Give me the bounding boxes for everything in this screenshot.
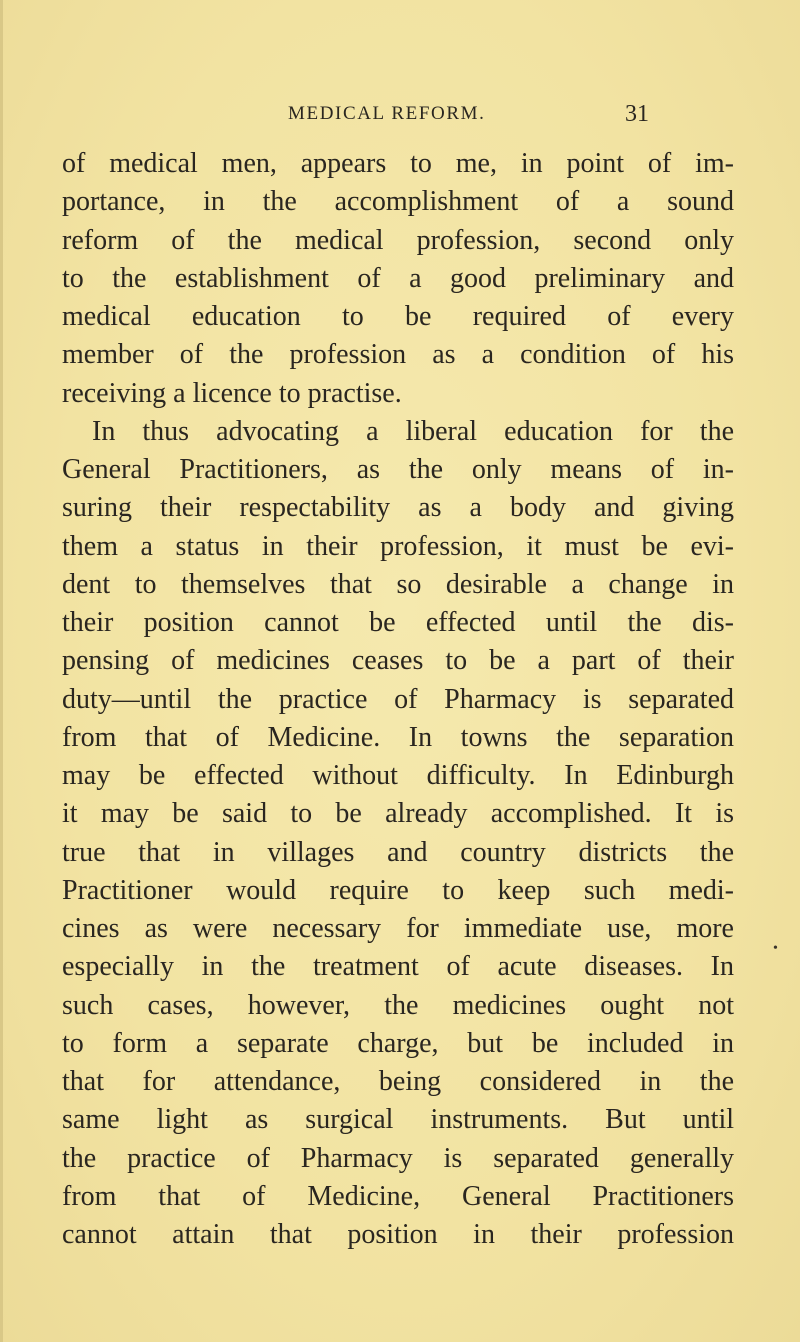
text-line: them a status in their profession, it must be evi- (62, 530, 734, 562)
paragraph-start-line: In thus advocating a liberal education for the (92, 415, 734, 447)
text-line: especially in the treatment of acute diseases. In (62, 951, 734, 983)
text-line: dent to themselves that so desirable a change in (62, 568, 734, 600)
text-line: medical education to be required of every (62, 301, 734, 332)
text-line: from that of Medicine. In towns the separation (62, 721, 734, 753)
text-line: duty—until the practice of Pharmacy is separated (62, 683, 734, 715)
text-line: portance, in the accomplishment of a sound (62, 186, 734, 218)
text-line: it may be said to be already accomplished. It is (62, 798, 734, 830)
text-line: Practitioner would require to keep such medi- (62, 874, 734, 906)
ink-speck: • (773, 941, 778, 956)
text-line: to the establishment of a good preliminary and (62, 262, 734, 294)
text-line: same light as surgical instruments. But until (62, 1104, 734, 1136)
text-line: their position cannot be effected until the dis- (62, 607, 734, 638)
text-line: of medical men, appears to me, in point of im- (62, 148, 734, 179)
page-edge (0, 0, 3, 1342)
text-line: true that in villages and country districts the (62, 836, 734, 868)
text-line: the practice of Pharmacy is separated generally (62, 1142, 734, 1174)
page-header (0, 103, 800, 129)
text-line: cannot attain that position in their profession (62, 1219, 734, 1250)
text-line: from that of Medicine, General Practitioners (62, 1180, 734, 1212)
text-line: pensing of medicines ceases to be a part of their (62, 645, 734, 677)
paragraph-end-line: receiving a licence to practise. (62, 377, 402, 409)
text-line: to form a separate charge, but be included in (62, 1027, 734, 1059)
text-line: member of the profession as a condition of his (62, 339, 734, 371)
text-line: reform of the medical profession, second only (62, 224, 734, 256)
running-title: MEDICAL REFORM. (288, 103, 486, 124)
text-line: General Practitioners, as the only means of in- (62, 454, 734, 485)
text-line: cines as were necessary for immediate use, more (62, 913, 734, 944)
text-line: suring their respectability as a body and giving (62, 492, 734, 524)
page-number: 31 (625, 101, 649, 127)
body-text (62, 145, 734, 1254)
text-line: may be effected without difficulty. In Edinburgh (62, 760, 734, 791)
text-line: such cases, however, the medicines ought not (62, 989, 734, 1021)
text-line: that for attendance, being considered in the (62, 1066, 734, 1097)
